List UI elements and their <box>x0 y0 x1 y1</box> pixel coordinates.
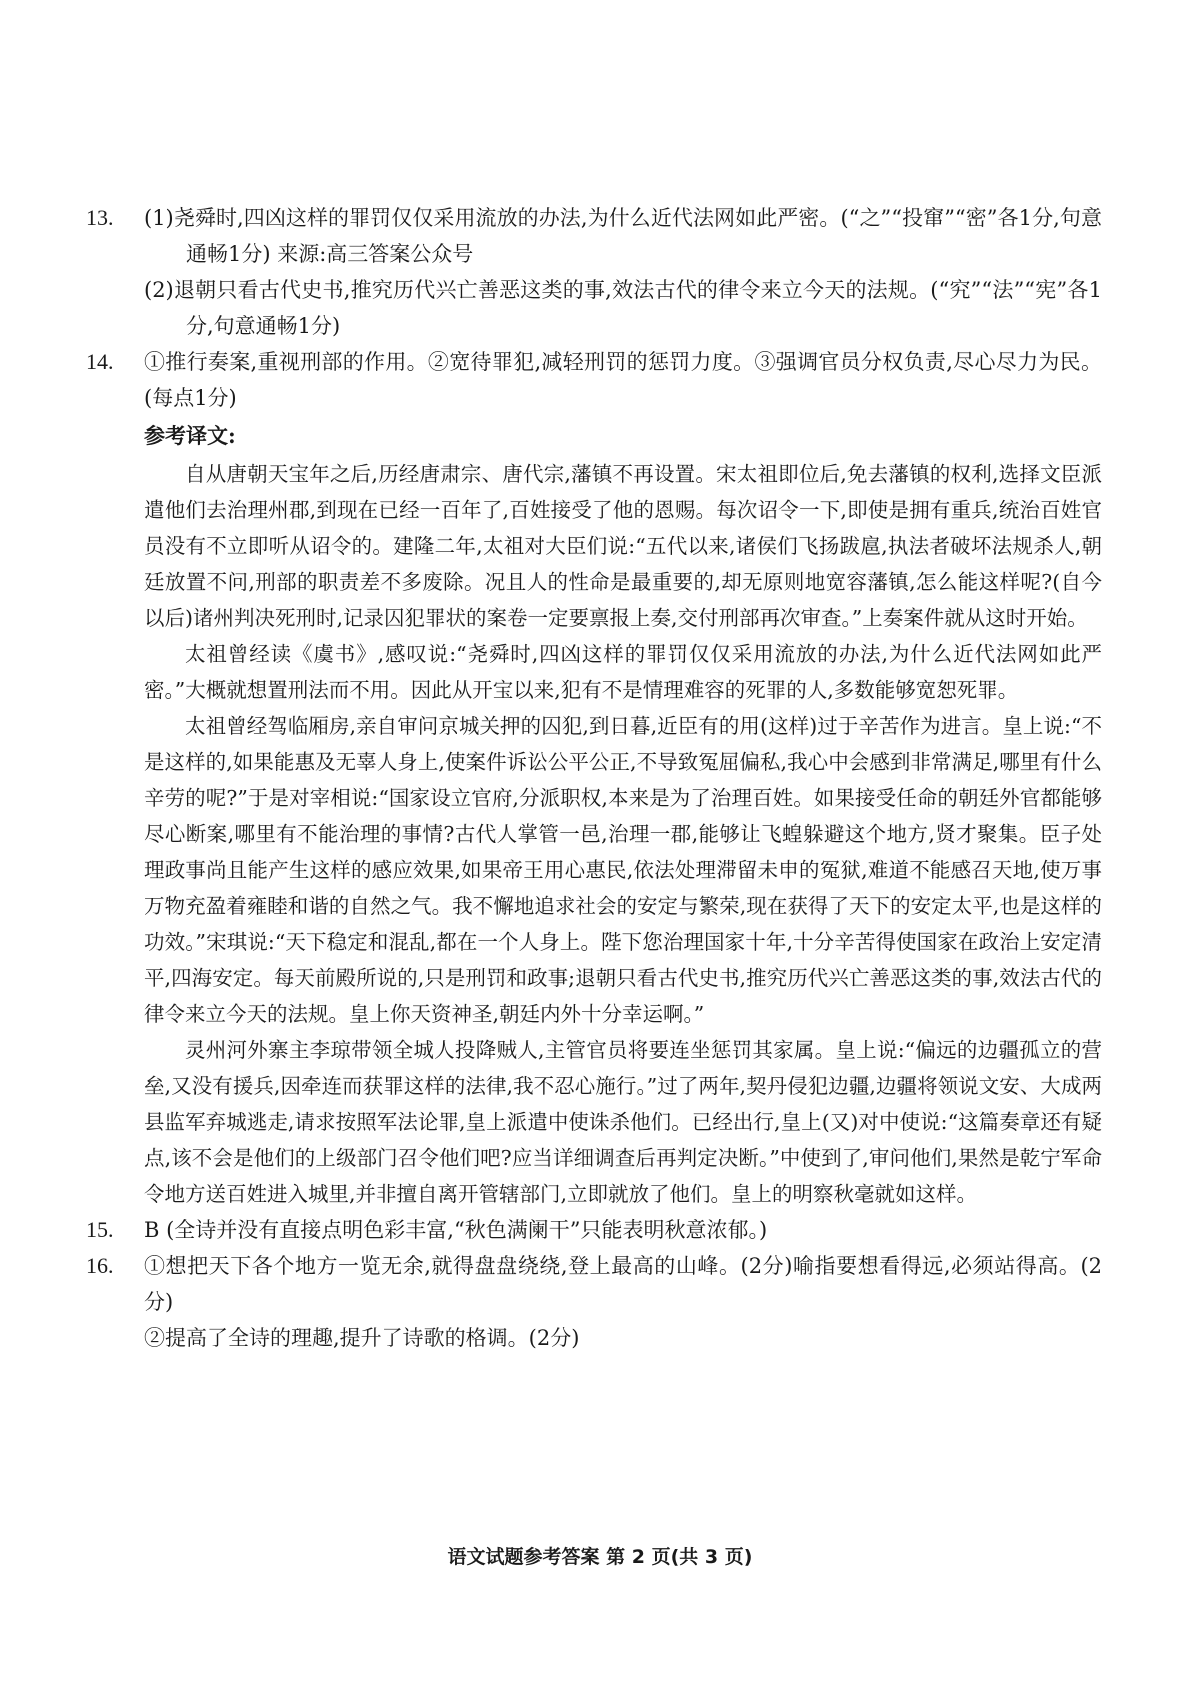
translation-heading: 参考译文: <box>144 423 236 448</box>
question-number: 16. <box>86 1253 114 1278</box>
answer-15: B (全诗并没有直接点明色彩丰富,“秋色满阑干”只能表明秋意浓郁。) <box>144 1218 768 1242</box>
answer-13-part-1: (1)尧舜时,四凶这样的罪罚仅仅采用流放的办法,为什么近代法网如此严密。(“之”“投窜”“密”各1分,句意通畅1分) 来源:高三答案公众号 <box>144 206 1102 266</box>
question-13 <box>86 200 1102 344</box>
translation-paragraph: 太祖曾经驾临厢房,亲自审问京城关押的囚犯,到日暮,近臣有的用(这样)过于辛苦作为进言。皇上说:“不是这样的,如果能惠及无辜人身上,使案件诉讼公平公正,不导致冤屈偏私,我心中会感到非常满足,哪里有什么辛劳的呢?”于是对宰相说:“国家设立官府,分派职权,本来是为了治理百姓。如果接受任命的朝廷外官都能够尽心断案,哪里有不能治理的事情?古代人掌管一邑,治理一郡,能够让飞蝗躲避这个地方,贤才聚集。臣子处理政事尚且能产生这样的感应效果,如果帝王用心惠民,依法处理滞留未申的冤狱,难道不能感召天地,使万事万物充盈着雍睦和谐的自然之气。我不懈地追求社会的安定与繁荣,现在获得了天下的安定太平,也是这样的功效。”宋琪说:“天下稳定和混乱,都在一个人身上。陛下您治理国家十年,十分辛苦得使国家在政治上安定清平,四海安定。每天前殿所说的,只是刑罚和政事;退朝只看古代史书,推究历代兴亡善恶这类的事,效法古代的律令来立今天的法规。皇上你天资神圣,朝廷内外十分幸运啊。” <box>144 714 1102 1026</box>
answer-13-part-2: (2)退朝只看古代史书,推究历代兴亡善恶这类的事,效法古代的律令来立今天的法规。(“究”“法”“宪”各1分,句意通畅1分) <box>144 278 1102 338</box>
question-number: 15. <box>86 1217 114 1242</box>
translation-paragraph: 自从唐朝天宝年之后,历经唐肃宗、唐代宗,藩镇不再设置。宋太祖即位后,免去藩镇的权利,选择文臣派遣他们去治理州郡,到现在已经一百年了,百姓接受了他的恩赐。每次诏令一下,即使是拥有重兵,统治百姓官员没有不立即听从诏令的。建隆二年,太祖对大臣们说:“五代以来,诸侯们飞扬跋扈,执法者破坏法规杀人,朝廷放置不问,刑部的职责差不多废除。况且人的性命是最重要的,却无原则地宽容藩镇,怎么能这样呢?(自今以后)诸州判决死刑时,记录囚犯罪状的案卷一定要禀报上奏,交付刑部再次审查。”上奏案件就从这时开始。 <box>144 462 1102 630</box>
page-footer: 语文试题参考答案 第 2 页(共 3 页) <box>447 1546 753 1568</box>
answer-16-line-1: ①想把天下各个地方一览无余,就得盘盘绕绕,登上最高的山峰。(2分)喻指要想看得远,必须站得高。(2分) <box>144 1254 1102 1314</box>
question-15 <box>86 1212 1102 1248</box>
question-number: 13. <box>86 205 114 230</box>
answer-content <box>86 200 1102 1356</box>
translation-paragraph: 灵州河外寨主李琼带领全城人投降贼人,主管官员将要连坐惩罚其家属。皇上说:“偏远的边疆孤立的营垒,又没有援兵,因牵连而获罪这样的法律,我不忍心施行。”过了两年,契丹侵犯边疆,边疆将领说文安、大成两县监军弃城逃走,请求按照军法论罪,皇上派遣中使诛杀他们。已经出行,皇上(又)对中使说:“这篇奏章还有疑点,该不会是他们的上级部门召令他们吧?应当详细调查后再判定决断。”中使到了,审问他们,果然是乾宁军命令地方送百姓进入城里,并非擅自离开管辖部门,立即就放了他们。皇上的明察秋毫就如这样。 <box>144 1038 1102 1206</box>
question-16 <box>86 1248 1102 1356</box>
question-14 <box>86 344 1102 1212</box>
answer-16-line-2: ②提高了全诗的理趣,提升了诗歌的格调。(2分) <box>144 1326 580 1350</box>
answer-14: ①推行奏案,重视刑部的作用。②宽待罪犯,减轻刑罚的惩罚力度。③强调官员分权负责,尽心尽力为民。(每点1分) <box>144 350 1102 410</box>
translation-paragraph: 太祖曾经读《虞书》,感叹说:“尧舜时,四凶这样的罪罚仅仅采用流放的办法,为什么近代法网如此严密。”大概就想置刑法而不用。因此从开宝以来,犯有不是情理难容的死罪的人,多数能够宽恕死罪。 <box>144 642 1102 702</box>
question-number: 14. <box>86 349 114 374</box>
